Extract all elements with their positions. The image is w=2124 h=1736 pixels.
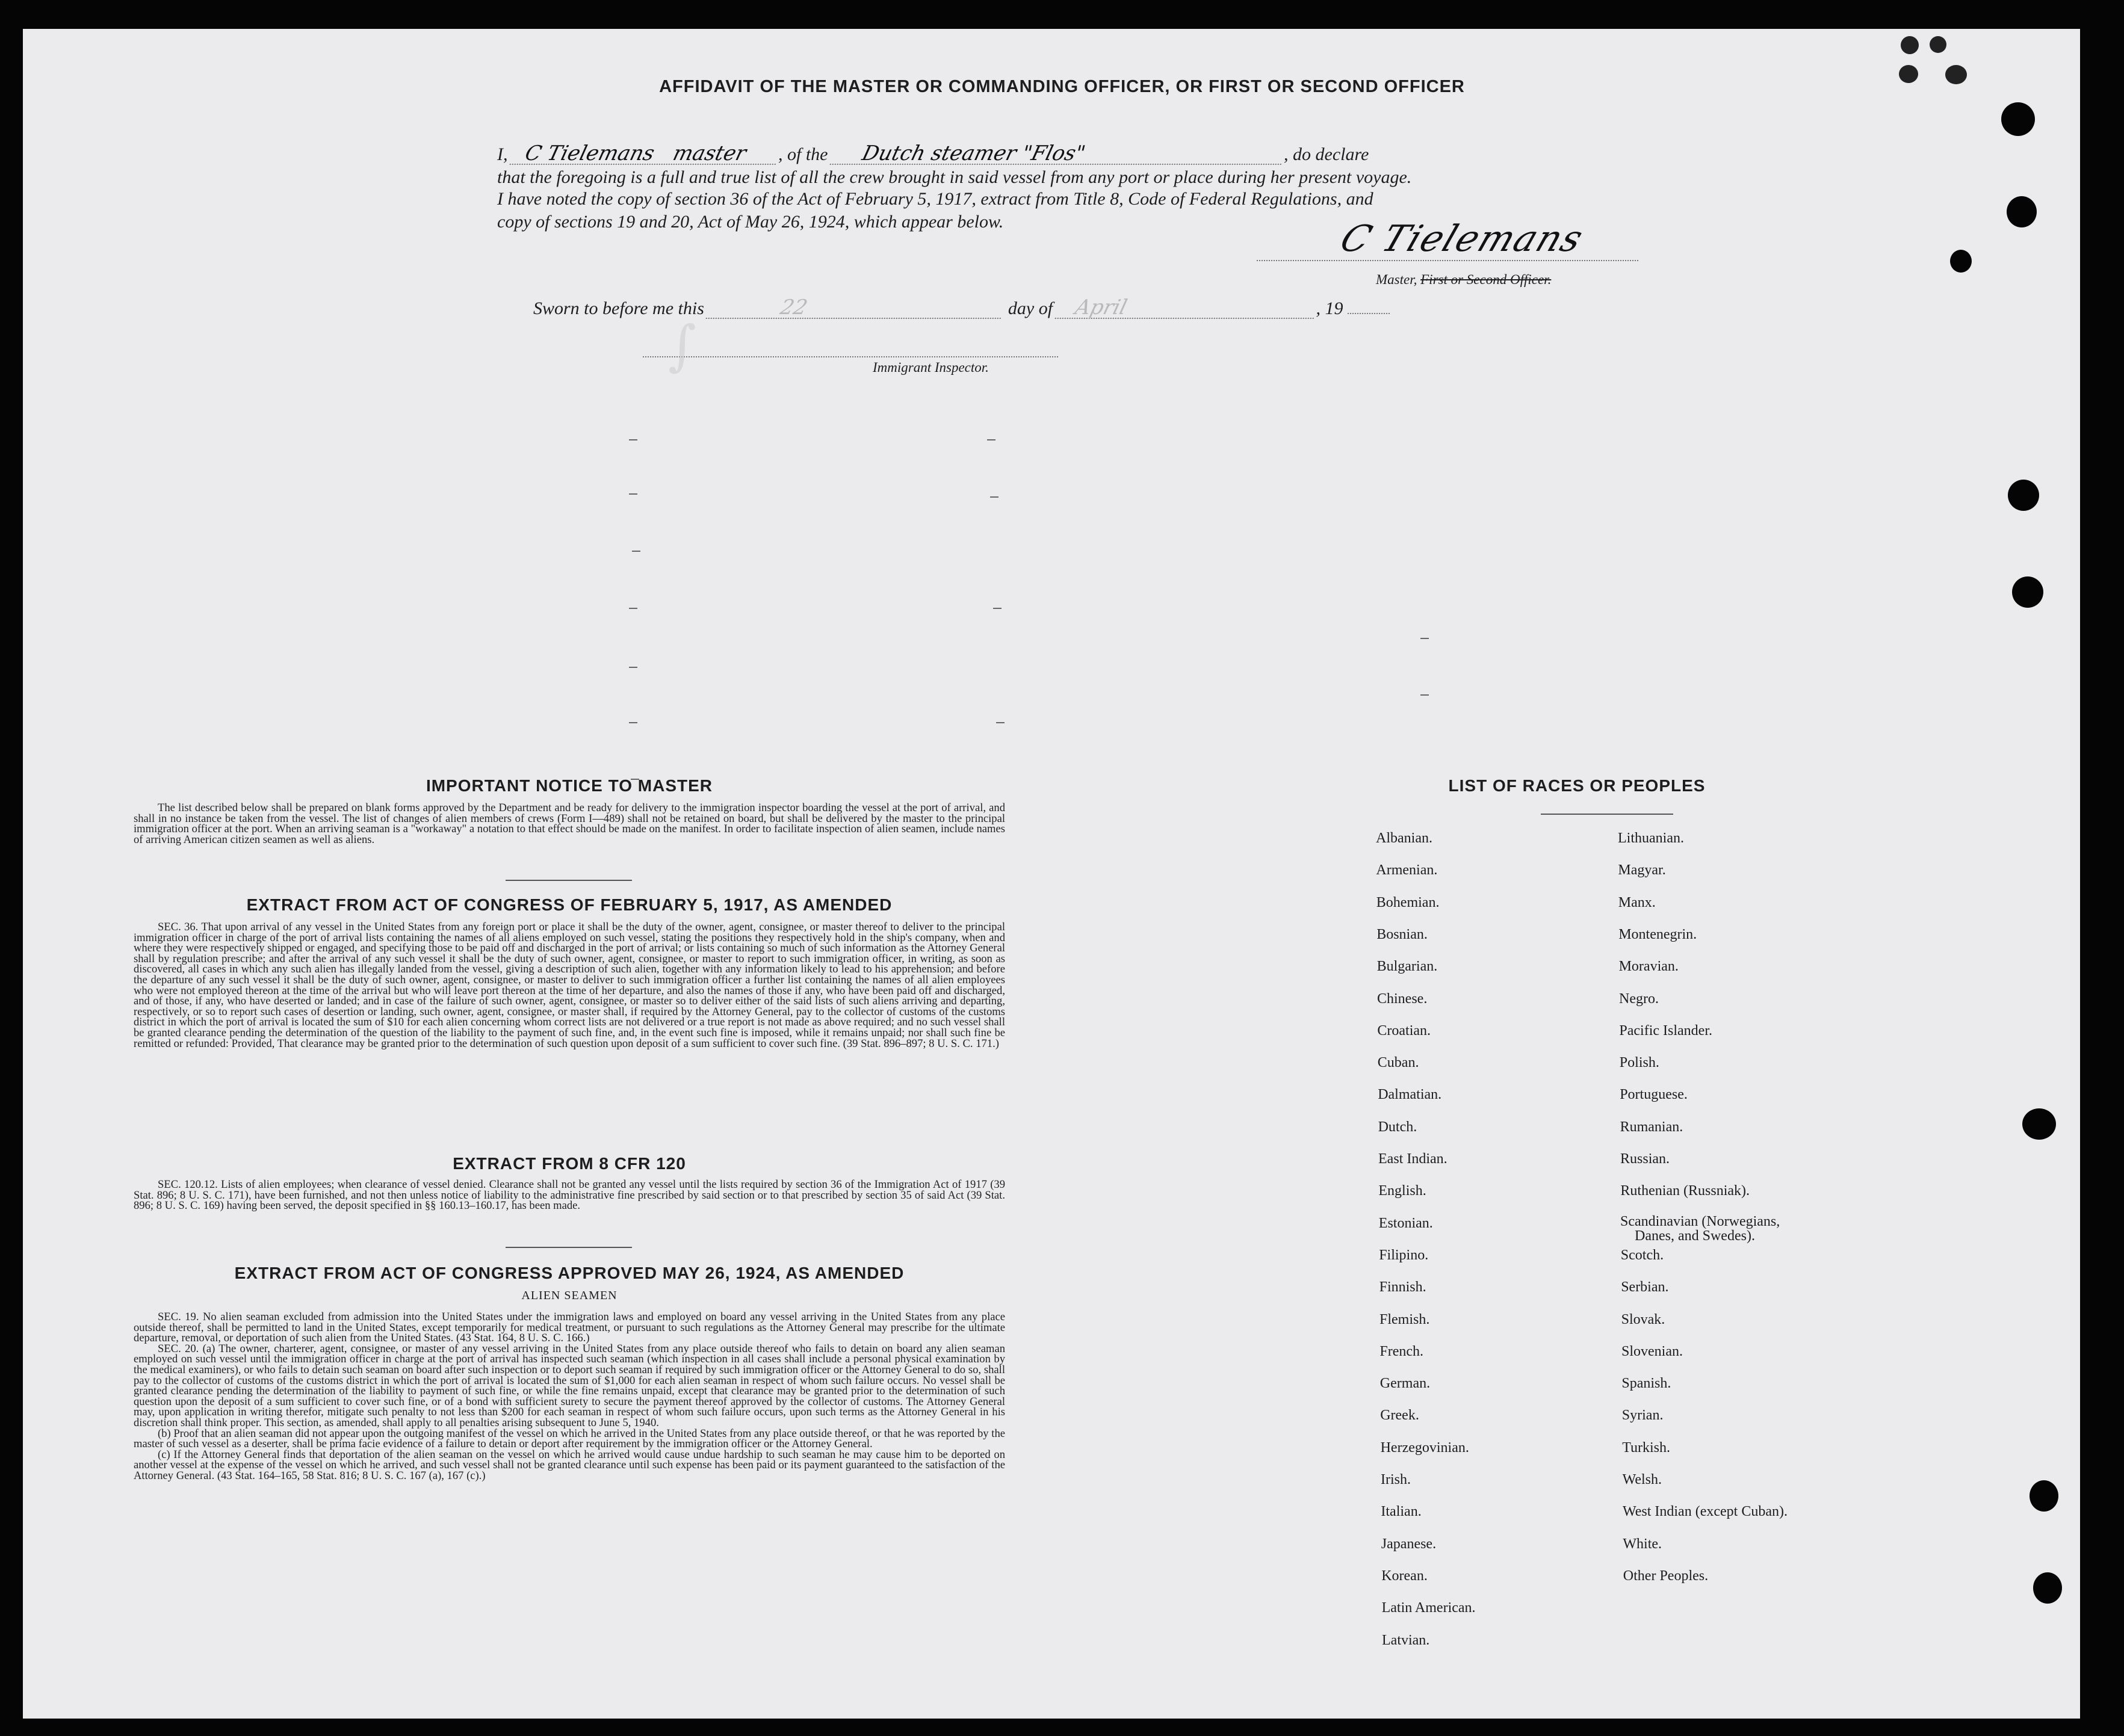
race-line: Scandinavian (Norwegians,: [1620, 1213, 1780, 1229]
race-item: Italian.: [1381, 1504, 1422, 1520]
master-name-field[interactable]: C Tielemans master: [510, 143, 781, 165]
affidavit-title: AFFIDAVIT OF THE MASTER OR COMMANDING OFFICER, OR FIRST OR SECOND OFFICER: [659, 77, 1465, 96]
signature-label: Master, First or Second Officer.: [1376, 272, 1552, 287]
race-item: Montenegrin.: [1618, 926, 1697, 942]
tick-mark: [993, 608, 1002, 609]
race-line: Danes, and Swedes).: [1635, 1228, 1755, 1244]
declaration-line-2: that the foregoing is a full and true list of all the crew brought in said vessel from any port or place during her present voyage.: [497, 167, 1412, 187]
race-item: Slovenian.: [1621, 1343, 1683, 1359]
punch-hole: [2008, 480, 2039, 511]
race-item: Lithuanian.: [1618, 830, 1684, 846]
sworn-line: Sworn to before me this 22 day of April , 19: [533, 297, 1390, 319]
declaration-line-4: copy of sections 19 and 20, Act of May 26, 1924, which appear below.: [497, 212, 1004, 232]
race-item: Japanese.: [1381, 1536, 1437, 1552]
faint-inspector-stamp: ∫: [668, 314, 696, 377]
declaration-line-1: I, C Tielemans master , of the Dutch steamer "Flos" , do declare: [497, 141, 1369, 165]
race-item: Moravian.: [1618, 959, 1679, 975]
punch-hole: [1950, 250, 1972, 273]
sworn-month-field[interactable]: April: [1054, 297, 1319, 319]
race-item: Scotch.: [1620, 1247, 1664, 1263]
tick-mark: [990, 496, 999, 498]
ink-mark: [1901, 36, 1919, 54]
race-item: Magyar.: [1618, 862, 1666, 879]
race-item: Finnish.: [1379, 1279, 1426, 1296]
punch-hole: [2022, 1108, 2056, 1140]
race-item: Bohemian.: [1376, 894, 1440, 910]
punch-hole: [2033, 1572, 2062, 1604]
race-item: West Indian (except Cuban).: [1623, 1504, 1788, 1520]
race-item: Spanish.: [1621, 1376, 1671, 1392]
punch-hole: [2012, 576, 2043, 608]
punch-hole: [2007, 196, 2037, 227]
races-title: LIST OF RACES OR PEOPLES: [1448, 776, 1706, 795]
race-item: Latvian.: [1382, 1632, 1430, 1648]
race-item: Albanian.: [1376, 830, 1432, 846]
race-item: Syrian.: [1621, 1407, 1664, 1424]
extract-1924-text: SEC. 19. No alien seaman excluded from admission into the United States under the immigration laws and employed on board any vessel arriving in the United States from any place outside thereof, shall be permitted to land in the United States, except temporarily for medical treatment, or pursuant to such regulations as the Attorney General may prescribe for the ultimate departure, removal, or deportation of such alien from the United States. (43 Stat. 164, 8 U. S. C. 166.) SEC. 20. (a) The owner, charterer, agent, consignee, or master of any vessel arriving in the United States from any place outside thereof who fails to detain on board any alien seaman employed on such vessel until the immigration officer in charge at the port of arrival has inspected such seaman (which inspection in all cases shall include a personal physical examination by the medical examiners), or who fails to detain such seaman on board after such inspection or to deport such seaman if required by such immigration officer or the Attorney General to do so, shall pay to the collector of customs of the customs district in which the port of arrival is located the sum of $1,000 for each alien seaman in respect of whom such failure occurs. No vessel shall be granted clearance pending the determination of the liability to payment of such fine, or while the fine remains unpaid, except that clearance may be granted prior to the determination of such question upon the deposit of a sum sufficient to cover such fine, or of a bond with sufficient surety to secure the payment thereof approved by the collector of customs. The Attorney General may, upon application in writing therefor, mitigate such penalty to not less than $200 for each seaman in respect of whom such failure occurs, upon such terms as the Attorney General in his discretion shall think proper. This section, as amended, shall apply to all penalties arising subsequent to June 5, 1940. (b) Proof that an alien seaman did not appear upon the outgoing manifest of the vessel on which he arrived in the United States from any place outside thereof, or that he was reported by the master of such vessel as a deserter, shall be prima facie evidence of a failure to detain or deport after requirement by the immigration officer or the Attorney General. (c) If the Attorney General finds that deportation of the alien seaman on the vessel on which he arrived would cause undue hardship to such seaman he may cause him to be deported on another vessel at the expense of the vessel on which he arrived, and such vessel shall not be granted clearance until such expense has been paid or its payment guaranteed to the satisfaction of the Attorney General. (43 Stat. 164–165, 58 Stat. 816; 8 U. S. C. 167 (a), 167 (c).): [134, 1311, 1005, 1482]
race-item: Portuguese.: [1620, 1087, 1688, 1103]
race-item: Other Peoples.: [1623, 1568, 1709, 1584]
extract-1924-heading: EXTRACT FROM ACT OF CONGRESS APPROVED MAY 26, 1924, AS AMENDED: [234, 1264, 905, 1282]
race-item: Korean.: [1381, 1568, 1428, 1584]
tick-mark: [629, 493, 637, 495]
inspector-label: Immigrant Inspector.: [873, 360, 989, 375]
race-item: Latin American.: [1381, 1600, 1476, 1616]
sworn-year-field[interactable]: [1348, 313, 1390, 314]
tick-mark: [629, 439, 637, 440]
alien-seamen-subheading: ALIEN SEAMEN: [521, 1289, 618, 1302]
race-item: Bulgarian.: [1376, 959, 1438, 975]
tick-mark: [1420, 694, 1429, 696]
race-item-scandinavian: [1620, 1214, 1825, 1243]
race-item: White.: [1623, 1536, 1662, 1552]
tick-mark: [629, 722, 637, 723]
race-item: Dalmatian.: [1378, 1087, 1442, 1103]
master-signature: C Tielemans: [1334, 218, 1590, 260]
race-item: Estonian.: [1378, 1215, 1433, 1231]
declaration-line-3: I have noted the copy of section 36 of the Act of February 5, 1917, extract from Title 8, Code of Federal Regulations, and: [497, 189, 1373, 209]
race-item: French.: [1379, 1343, 1424, 1359]
race-item: Negro.: [1619, 990, 1659, 1007]
section-divider: [506, 880, 632, 881]
race-item: Herzegovinian.: [1380, 1439, 1469, 1456]
tick-mark: [1420, 638, 1429, 639]
signature-line: [1257, 260, 1638, 261]
race-item: Chinese.: [1377, 990, 1428, 1007]
tick-mark: [987, 439, 995, 440]
race-item: Rumanian.: [1620, 1119, 1683, 1135]
race-item: Filipino.: [1379, 1247, 1429, 1263]
race-item: Croatian.: [1377, 1022, 1431, 1039]
race-item: Polish.: [1619, 1055, 1659, 1071]
race-item: Welsh.: [1622, 1472, 1662, 1487]
extract-cfr-text: SEC. 120.12. Lists of alien employees; when clearance of vessel denied. Clearance shall not be granted any vessel until the lists required by section 36 of the Immigration Act of 1917 (39 Stat. 896; 8 U. S. C. 171), have been furnished, and not then unless notice of liability to the administrative fine prescribed by said section or to that prescribed by section 35 of said Act (39 Stat. 896; 8 U. S. C. 169) having been served, the deposit specified in §§ 160.13–160.17, has been made.: [134, 1178, 1005, 1212]
race-item: Irish.: [1381, 1472, 1411, 1487]
race-item: Greek.: [1380, 1407, 1419, 1424]
tick-mark: [629, 667, 637, 668]
notice-heading: IMPORTANT NOTICE TO MASTER: [426, 776, 713, 795]
race-item: German.: [1379, 1376, 1431, 1392]
race-item: East Indian.: [1378, 1151, 1447, 1167]
race-item: Flemish.: [1379, 1311, 1430, 1327]
race-item: Dutch.: [1378, 1119, 1417, 1135]
race-item: Serbian.: [1621, 1279, 1669, 1296]
race-item: Manx.: [1618, 894, 1656, 910]
race-item: Ruthenian (Russniak).: [1620, 1183, 1750, 1199]
tick-mark: [632, 551, 640, 552]
section-divider: [506, 1247, 632, 1248]
vessel-name-field[interactable]: Dutch steamer "Flos": [830, 143, 1287, 165]
extract-1917-heading: EXTRACT FROM ACT OF CONGRESS OF FEBRUARY 5, 1917, AS AMENDED: [246, 895, 893, 914]
race-item: Armenian.: [1376, 862, 1438, 879]
race-item: Cuban.: [1377, 1055, 1419, 1071]
notice-text: The list described below shall be prepared on blank forms approved by the Department and be ready for delivery to the immigration inspector boarding the vessel at the port of arrival, and shall in no instance be taken from the vessel. The list of changes of alien members of crews (Form I—489) shall not be retained on board, but shall be delivered by the master to the principal immigration officer at the port. When an arriving seaman is a "workaway" a notation to that effect should be made on the manifest. In order to facilitate inspection of alien seamen, include names of arriving American citizen seamen as well as aliens.: [134, 802, 1005, 846]
ink-mark: [1930, 36, 1946, 53]
race-item: Turkish.: [1622, 1439, 1671, 1456]
tick-mark: [629, 608, 637, 609]
punch-hole: [2030, 1480, 2058, 1512]
race-item: Bosnian.: [1376, 926, 1428, 942]
tick-mark: [996, 722, 1005, 723]
races-divider: [1541, 814, 1673, 815]
race-item: Slovak.: [1621, 1311, 1665, 1327]
race-item: Russian.: [1620, 1151, 1670, 1167]
extract-cfr-heading: EXTRACT FROM 8 CFR 120: [453, 1154, 686, 1173]
punch-hole: [2001, 102, 2035, 136]
sworn-day-field[interactable]: 22: [706, 297, 1006, 319]
race-item: Pacific Islander.: [1619, 1022, 1712, 1039]
extract-1917-text: SEC. 36. That upon arrival of any vessel in the United States from any foreign port or place it shall be the duty of the owner, agent, consignee, or master thereof to deliver to the principal immigration officer in charge of the port of arrival lists containing the names of all aliens employed on such vessel, stating the positions they respectively hold in the ship's company, when and where they were respectively shipped or engaged, and specifying those to be paid off and discharged in the port of arrival; or lists containing so much of such information as the Attorney General shall by regulation prescribe; and after the arrival of any such vessel it shall be the duty of such owner, agent, consignee, or master to report to such immigration officer, in writing, as soon as discovered, all cases in which any such alien has illegally landed from the vessel, giving a description of such alien, together with any information likely to lead to his apprehension; and before the departure of any such vessel it shall be the duty of such owner, agent, consignee, or master to deliver to such immigration officer a further list containing the names of all alien employees who were not employed thereon at the time of the arrival but who will leave port thereon at the time of her departure, and also the names of those if any, who have been paid off and discharged, and of those, if any, who have deserted or landed; and in case of the failure of such owner, agent, consignee, or master so to deliver either of the said lists of such aliens arriving and departing, respectively, or so to report such cases of desertion or landing, such owner, agent, consignee, or master shall, if required by the Attorney General, pay to the collector of customs of the customs district in which the port of arrival is located the sum of $10 for each alien concerning whom correct lists are not delivered or a true report is not made as above required; and no such vessel shall be granted clearance pending the determination of the question of the liability to the payment of such fine, and, in the event such fine is imposed, while it remains unpaid; nor shall such fine be remitted or refunded: Provided, That clearance may be granted prior to the determination of such question upon deposit of a sum sufficient to cover such fine. (39 Stat. 896–897; 8 U. S. C. 171.): [134, 921, 1005, 1050]
race-item: English.: [1378, 1183, 1426, 1199]
